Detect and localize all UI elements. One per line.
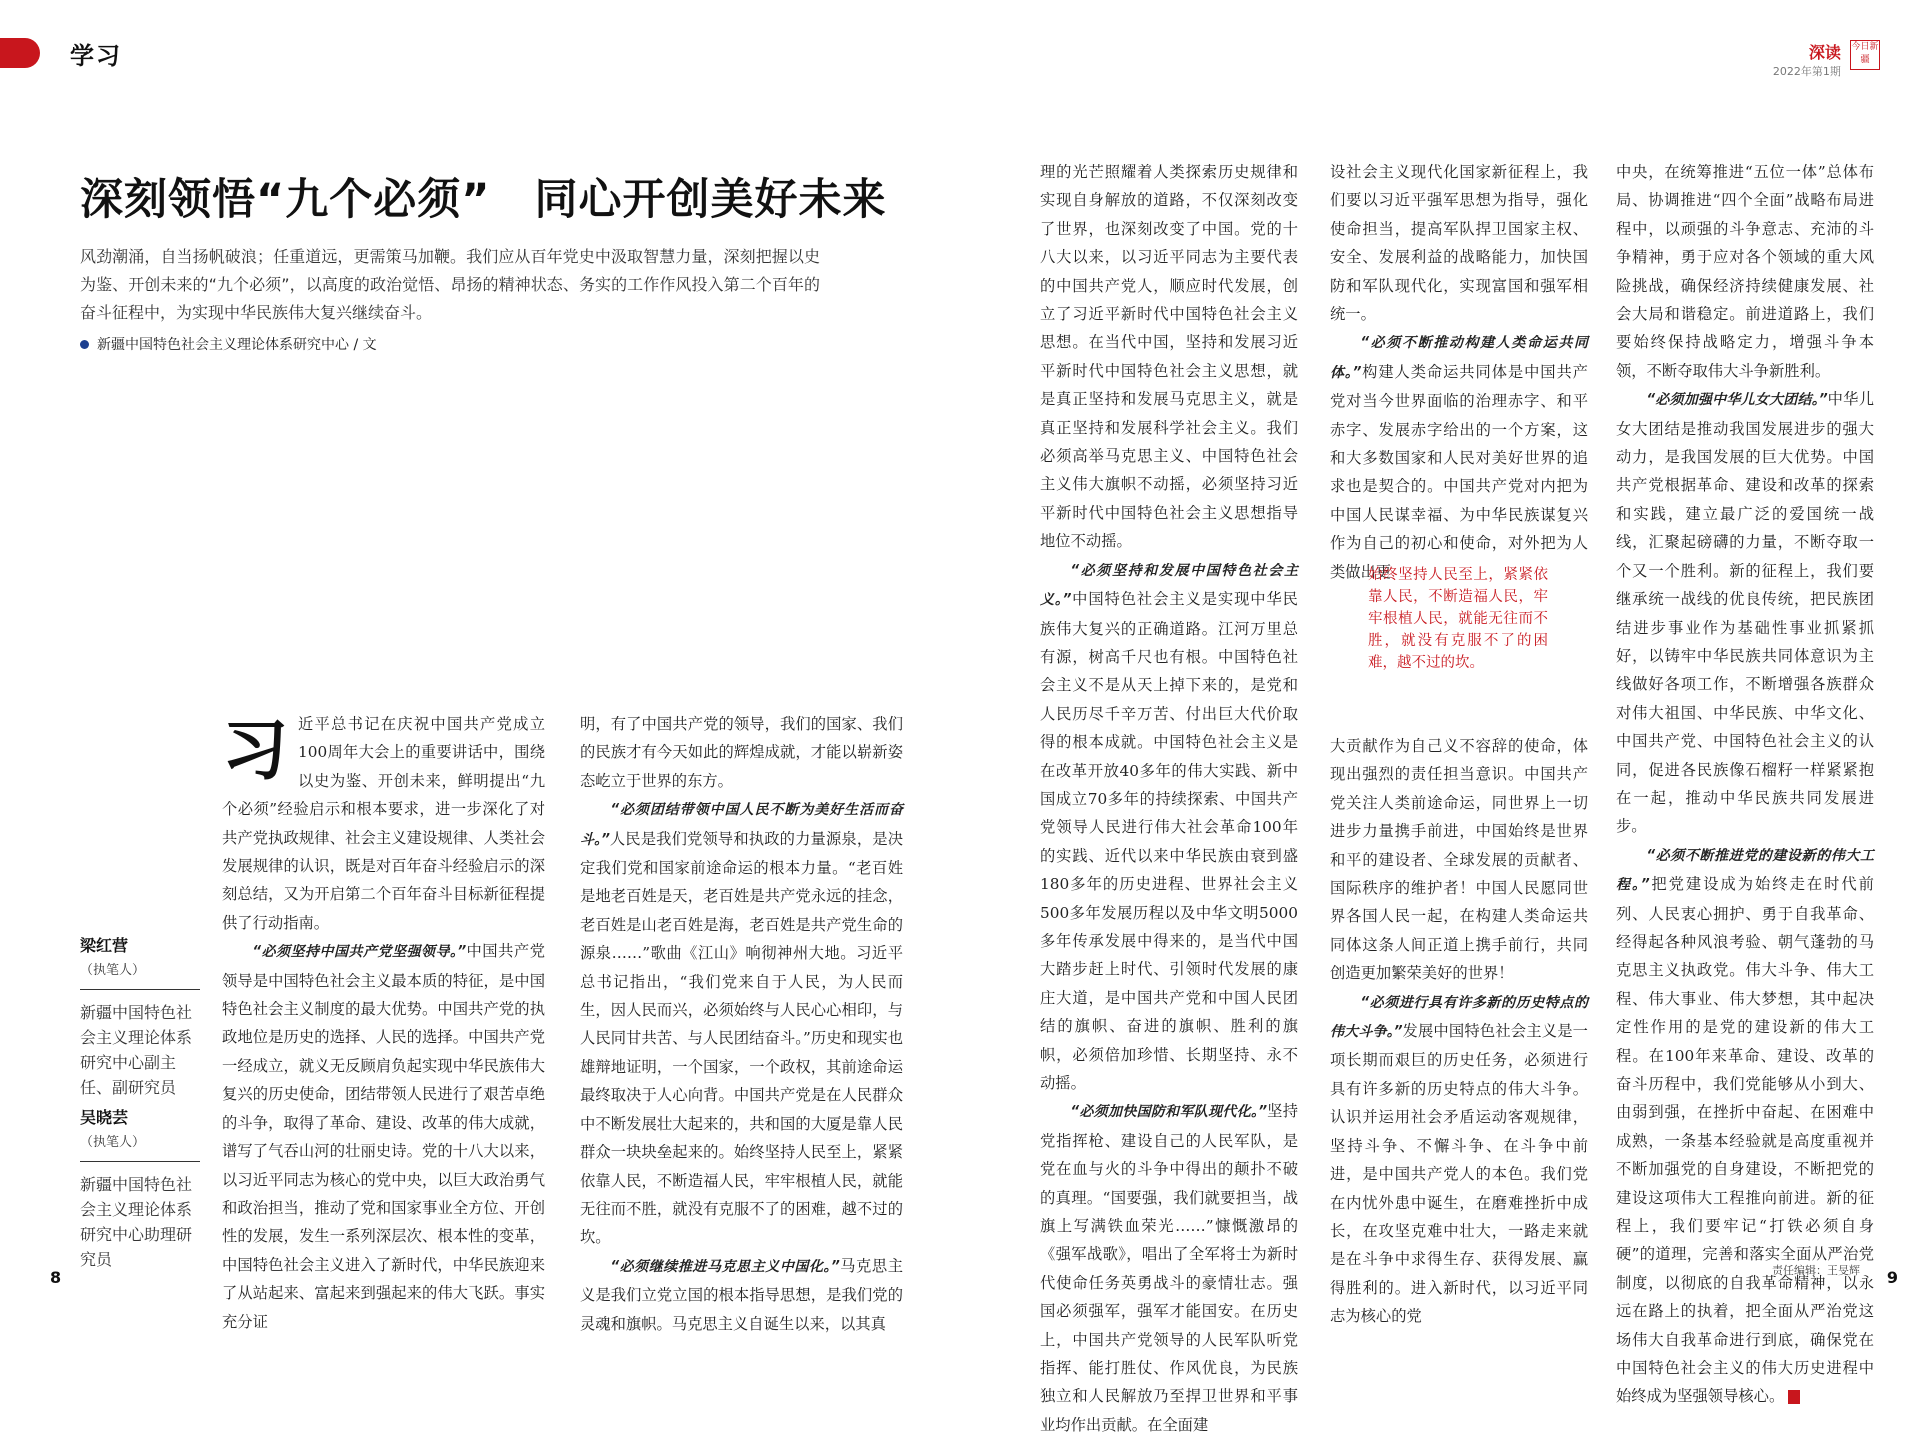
author-role: （执笔人） <box>80 963 146 978</box>
principle-heading: “必须继续推进马克思主义中国化。” <box>610 1258 840 1275</box>
body-column-4-bottom <box>1330 732 1588 1331</box>
paragraph <box>580 795 903 1252</box>
author-card-2 <box>80 1105 200 1272</box>
paragraph-text: 坚持党指挥枪、建设自己的人民军队，是党在血与火的斗争中得出的颠扑不破的真理。“国要强，我们就要担当，战旗上写满铁血荣光……”慷慨激昂的《强军战歌》，唱出了全军将士为新时代使命任务英勇战斗的豪情壮志。强国必须强军，强军才能国安。在历史上，中国共产党领导的人民军队听党指挥、能打胜仗、作风优良，为民族独立和人民解放乃至捍卫世界和平事业均作出贡献。在全面建 <box>1040 1102 1298 1434</box>
body-column-4-top <box>1330 158 1588 586</box>
article-title: 深刻领悟“九个必须” 同心开创美好未来 <box>80 175 887 225</box>
magazine-brand <box>1710 40 1880 79</box>
author-name: 吴晓芸 <box>80 1108 129 1127</box>
paragraph: 理的光芒照耀着人类探索历史规律和实现自身解放的道路，不仅深刻改变了世界，也深刻改变了中国。党的十八大以来，以习近平同志为主要代表的中国共产党人，顺应时代发展，创立了习近平新时代中国特色社会主义思想。在当代中国，坚持和发展习近平新时代中国特色社会主义思想，就是真正坚持和发展马克思主义，就是真正坚持和发展科学社会主义。我们必须高举马克思主义、中国特色社会主义伟大旗帜不动摇，必须坚持习近平新时代中国特色社会主义思想指导地位不动摇。 <box>1040 163 1298 551</box>
end-mark-icon <box>1788 1390 1800 1404</box>
author-name: 梁红营 <box>80 936 129 955</box>
page-number-right: 9 <box>1886 1268 1898 1287</box>
section-tab-marker <box>0 38 40 68</box>
paragraph: 明，有了中国共产党的领导，我们的国家、我们的民族才有今天如此的辉煌成就，才能以崭新姿态屹立于世界的东方。 <box>580 715 903 790</box>
paragraph: 大贡献作为自己义不容辞的使命，体现出强烈的责任担当意识。中国共产党关注人类前途命运，同世界上一切进步力量携手前进，中国始终是世界和平的建设者、全球发展的贡献者、国际秩序的维护者！中国人民愿同世界各国人民一起，在构建人类命运共同体这条人间正道上携手前行，共同创造更加繁荣美好的世界！ <box>1330 737 1588 983</box>
author-role: （执笔人） <box>80 1135 146 1150</box>
drop-cap: 习 <box>222 712 288 789</box>
principle-heading: “必须不断推进党的建设新的伟大工程。” <box>1616 847 1874 894</box>
paragraph <box>580 1252 903 1338</box>
pull-quote: 始终坚持人民至上，紧紧依靠人民，不断造福人民，牢牢根植人民，就能无往而不胜，就没有克服不了的困难，越不过的坎。 <box>1368 567 1548 671</box>
paragraph: 中央，在统筹推进“五位一体”总体布局、协调推进“四个全面”战略布局进程中，以顽强的斗争意志、充沛的斗争精神，勇于应对各个领域的重大风险挑战，确保经济持续健康发展、社会大局和谐稳定。前进道路上，我们要始终保持战略定力，增强斗争本领，不断夺取伟大斗争新胜利。 <box>1616 163 1874 380</box>
divider <box>80 1161 200 1162</box>
body-column-2 <box>580 710 903 1338</box>
principle-heading: “必须进行具有许多新的历史特点的伟大斗争。” <box>1330 994 1588 1041</box>
paragraph-text: 构建人类命运共同体是中国共产党对当今世界面临的治理赤字、和平赤字、发展赤字给出的一个方案，这和大多数国家和人民对美好世界的追求也是契合的。中国共产党对内把为中国人民谋幸福、为中华民族谋复兴作为自己的初心和使命，对外把为人类做出更 <box>1330 362 1588 581</box>
section-label: 学习 <box>70 42 122 70</box>
magazine-logo: 今日新疆 <box>1850 40 1880 70</box>
principle-heading: “必须坚持和发展中国特色社会主义。” <box>1040 562 1298 609</box>
paragraph-text: 发展中国特色社会主义是一项长期而艰巨的历史任务，必须进行具有许多新的历史特点的伟大斗争。认识并运用社会矛盾运动客观规律，坚持斗争、不懈斗争、在斗争中前进，是中国共产党人的本色。我们党在内忧外患中诞生，在磨难挫折中成长，在攻坚克难中壮大，一路走来就是在斗争中求得生存、获得发展、赢得胜利的。进入新时代，以习近平同志为核心的党 <box>1330 1022 1588 1326</box>
article-lead: 风劲潮涌，自当扬帆破浪；任重道远，更需策马加鞭。我们应从百年党史中汲取智慧力量，深刻把握以史为鉴、开创未来的“九个必须”，以高度的政治觉悟、昂扬的精神状态、务实的工作作风投入第二个百年的奋斗征程中，为实现中华民族伟大复兴继续奋斗。 <box>80 247 820 322</box>
principle-heading: “必须团结带领中国人民不断为美好生活而奋斗。” <box>580 802 903 848</box>
bullet-icon <box>80 340 89 349</box>
column-name: 深读 <box>1808 43 1841 62</box>
author-affiliation: 新疆中国特色社会主义理论体系研究中心副主任、副研究员 <box>80 1003 193 1097</box>
paragraph <box>1040 1097 1298 1439</box>
paragraph <box>1616 841 1874 1411</box>
paragraph-text: 中华儿女大团结是推动我国发展进步的强大动力，是我国发展的巨大优势。中国共产党根据革命、建设和改革的探索和实践，建立最广泛的爱国统一战线，汇聚起磅礴的力量，不断夺取一个又一个胜利。新的征程上，我们要继承统一战线的优良传统，把民族团结进步事业作为基础性事业抓紧抓好，以铸牢中华民族共同体意识为主线做好各项工作，不断增强各族群众对伟大祖国、中华民族、中华文化、中国共产党、中国特色社会主义的认同，促进各民族像石榴籽一样紧紧抱在一起，推动中华民族共同发展进步。 <box>1616 390 1874 836</box>
paragraph <box>222 710 545 937</box>
article-byline <box>80 334 377 354</box>
paragraph-text: 马克思主义是我们立党立国的根本指导思想，是我们党的灵魂和旗帜。马克思主义自诞生以来，以其真 <box>580 1256 903 1333</box>
paragraph-text: 把党建设成为始终走在时代前列、人民衷心拥护、勇于自我革命、经得起各种风浪考验、朝气蓬勃的马克思主义执政党。伟大斗争、伟大工程、伟大事业、伟大梦想，其中起决定性作用的是党的建设新的伟大工程。在100年来革命、建设、改革的奋斗历程中，我们党能够从小到大、由弱到强，在挫折中奋起、在困难中成熟，一条基本经验就是高度重视并不断加强党的自身建设，不断把党的建设这项伟大工程推向前进。新的征程上，我们要牢记“打铁必须自身硬”的道理，完善和落实全面从严治党制度，以彻底的自我革命精神，以永远在路上的执着，把全面从严治党这场伟大自我革命进行到底，确保党在中国特色社会主义的伟大历史进程中始终成为坚强领导核心。 <box>1616 875 1874 1406</box>
paragraph <box>1330 988 1588 1331</box>
author-card-1 <box>80 933 200 1100</box>
principle-heading: “必须加强中华儿女大团结。” <box>1646 392 1828 409</box>
principle-heading: “必须坚持中国共产党坚强领导。” <box>252 944 466 961</box>
paragraph <box>1330 328 1588 586</box>
paragraph <box>1616 385 1874 841</box>
paragraph <box>222 937 545 1336</box>
paragraph-text: 中国共产党领导是中国特色社会主义最本质的特征，是中国特色社会主义制度的最大优势。中国共产党的执政地位是历史的选择、人民的选择。中国共产党一经成立，就义无反顾肩负起实现中华民族伟大复兴的历史使命，团结带领人民进行了艰苦卓绝的斗争，取得了革命、建设、改革的伟大成就，谱写了气吞山河的壮丽史诗。党的十八大以来，以习近平同志为核心的党中央，以巨大政治勇气和政治担当，推动了党和国家事业全方位、开创性的发展，发生一系列深层次、根本性的变革，中国特色社会主义进入了新时代，中华民族迎来了从站起来、富起来到强起来的伟大飞跃。事实充分证 <box>222 942 545 1331</box>
paragraph-text: 近平总书记在庆祝中国共产党成立100周年大会上的重要讲话中，围绕以史为鉴、开创未来，鲜明提出“九个必须”经验启示和根本要求，进一步深化了对共产党执政规律、社会主义建设规律、人类社会发展规律的认识，既是对百年奋斗经验启示的深刻总结，又为开启第二个百年奋斗目标新征程提供了行动指南。 <box>222 715 545 932</box>
byline-text: 新疆中国特色社会主义理论体系研究中心 / 文 <box>97 337 377 353</box>
paragraph-text: 人民是我们党领导和执政的力量源泉，是决定我们党和国家前途命运的根本力量。“老百姓是地老百姓是天，老百姓是共产党永远的挂念，老百姓是山老百姓是海，老百姓是共产党生命的源泉……”歌曲《江山》响彻神州大地。习近平总书记指出，“我们党来自于人民，为人民而生，因人民而兴，必须始终与人民心心相印，与人民同甘共苦、与人民团结奋斗。”历史和现实也雄辩地证明，一个国家，一个政权，其前途命运最终取决于人心向背。中国共产党是在人民群众中不断发展壮大起来的，共和国的大厦是靠人民群众一块块垒起来的。始终坚持人民至上，紧紧依靠人民，不断造福人民，牢牢根植人民，就能无往而不胜，就没有克服不了的困难，越不过的坎。 <box>580 829 903 1247</box>
editor-credit: 责任编辑：王旻辉 <box>1772 1264 1860 1277</box>
principle-heading: “必须加快国防和军队现代化。” <box>1070 1104 1267 1121</box>
divider <box>80 989 200 990</box>
author-affiliation: 新疆中国特色社会主义理论体系研究中心助理研究员 <box>80 1175 193 1269</box>
paragraph <box>1040 556 1298 1098</box>
body-column-5 <box>1616 158 1874 1411</box>
principle-heading: “必须不断推动构建人类命运共同体。” <box>1330 335 1588 381</box>
page-number-left: 8 <box>50 1268 62 1287</box>
issue-number: 2022年第1期 <box>1772 65 1841 78</box>
paragraph-text: 中国特色社会主义是实现中华民族伟大复兴的正确道路。江河万里总有源，树高千尺也有根。中国特色社会主义不是从天上掉下来的，是党和人民历尽千辛万苦、付出巨大代价取得的根本成就。中国特色社会主义是在改革开放40多年的伟大实践、新中国成立70多年的持续探索、中国共产党领导人民进行伟大社会革命100年的实践、近代以来中华民族由衰到盛180多年的历史进程、世界社会主义500多年发展历程以及中华文明5000多年传承发展中得来的，是当代中国大踏步赶上时代、引领时代发展的康庄大道，是中国共产党和中国人民团结的旗帜、奋进的旗帜、胜利的旗帜，必须倍加珍惜、长期坚持、永不动摇。 <box>1040 590 1298 1092</box>
body-column-1 <box>222 710 545 1336</box>
body-column-3 <box>1040 158 1298 1439</box>
paragraph: 设社会主义现代化国家新征程上，我们要以习近平强军思想为指导，强化使命担当，提高军队捍卫国家主权、安全、发展利益的战略能力，加快国防和军队现代化，实现富国和强军相统一。 <box>1330 163 1588 324</box>
